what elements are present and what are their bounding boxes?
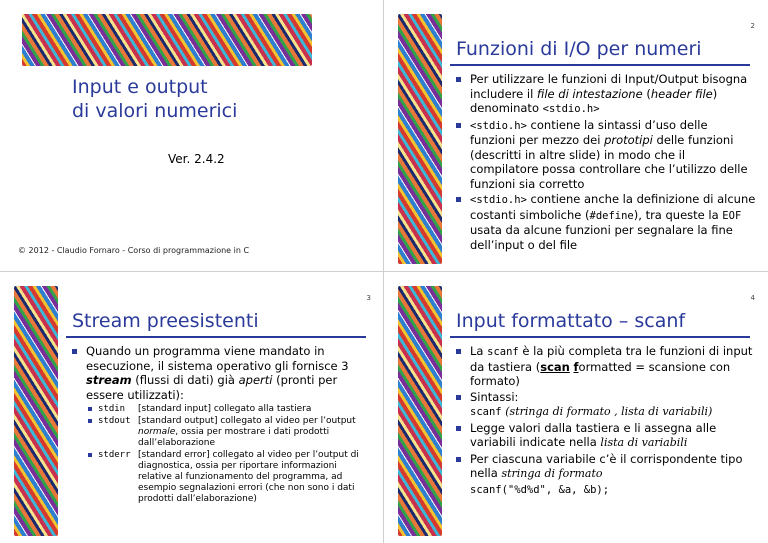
decorative-stripes-image bbox=[398, 286, 442, 536]
slide-1 bbox=[0, 0, 383, 271]
list-item: La scanf è la più completa tra le funzioni di input da tastiera (scan formatted = scansione con formato) bbox=[456, 344, 756, 389]
title-underline bbox=[66, 336, 366, 338]
stream-item: stdout [standard output] collegato al video per l’output normale, ossia per mostrare i dati prodotti dall’elaborazione bbox=[86, 416, 372, 449]
list-item: Per utilizzare le funzioni di Input/Output bisogna includere il file di intestazione (header file) denominato <stdio.h> bbox=[456, 72, 756, 117]
slide-content bbox=[72, 344, 372, 506]
page-number: 3 bbox=[366, 294, 371, 302]
stream-item: stdin [standard input] collegato alla tastiera bbox=[86, 404, 372, 415]
slide-content bbox=[456, 72, 756, 253]
decorative-stripes-image bbox=[22, 14, 312, 66]
copyright-text: © 2012 - Claudio Fornaro - Corso di programmazione in C bbox=[18, 246, 250, 255]
stream-list bbox=[86, 404, 372, 505]
title-underline bbox=[450, 336, 750, 338]
list-item: Sintassi: scanf (stringa di formato , lista di variabili) bbox=[456, 390, 756, 420]
version-label: Ver. 2.4.2 bbox=[168, 152, 225, 166]
decorative-stripes-image bbox=[14, 286, 58, 536]
slide-1-title bbox=[72, 75, 237, 123]
decorative-stripes-image bbox=[398, 14, 442, 264]
list-item: <stdio.h> contiene anche la definizione di alcune costanti simboliche (#define), tra queste la EOF usata da alcune funzioni per segnalare la fine dell’input o del file bbox=[456, 192, 756, 252]
slide-content bbox=[456, 344, 756, 498]
bullet-list bbox=[456, 344, 756, 497]
page-number: 2 bbox=[750, 22, 755, 30]
list-item: <stdio.h> contiene la sintassi d’uso delle funzioni per mezzo dei prototipi delle funzioni (descritti in altre slide) in modo che il compilatore possa controllare che l’utilizzo delle funzioni sia corretto bbox=[456, 118, 756, 192]
bullet-list bbox=[72, 344, 372, 505]
slide-4 bbox=[384, 272, 767, 543]
title-line-2: di valori numerici bbox=[72, 100, 238, 122]
title-underline bbox=[450, 64, 750, 66]
stream-item: stderr [standard error] collegato al video per l’output di diagnostica, ossia per riportare informazioni relative al funzionamento del programma, ad esempio segnalazioni errori (che non sono i dati prodotti dall’elaborazione) bbox=[86, 450, 372, 505]
slide-3 bbox=[0, 272, 383, 543]
slide-2 bbox=[384, 0, 767, 271]
slide-title: Stream preesistenti bbox=[72, 310, 259, 332]
page-number: 4 bbox=[750, 294, 755, 302]
list-item: Quando un programma viene mandato in esecuzione, il sistema operativo gli fornisce 3 stream (flussi di dati) già aperti (pronti per essere utilizzati): stdin [standard input] collegato alla tastiera stdout [standard output] collegato al video per l’output normale, ossia per mostrare i dati prodotti dall’elaborazione stderr [standard error] collegato al video per l’output di diagnostica, ossia per riportare informazioni relative al funzionamento del programma, ad esempio segnalazioni errori (che non sono i dati prodotti dall’elaborazione) bbox=[72, 344, 372, 505]
slide-title: Input formattato – scanf bbox=[456, 310, 686, 332]
bullet-list bbox=[456, 72, 756, 252]
list-item: Per ciascuna variabile c’è il corrispondente tipo nella stringa di formato scanf("%d%d", &a, &b); bbox=[456, 452, 756, 498]
slide-title: Funzioni di I/O per numeri bbox=[456, 38, 702, 60]
list-item: Legge valori dalla tastiera e li assegna alle variabili indicate nella lista di variabili bbox=[456, 421, 756, 451]
title-line-1: Input e output bbox=[72, 76, 208, 98]
